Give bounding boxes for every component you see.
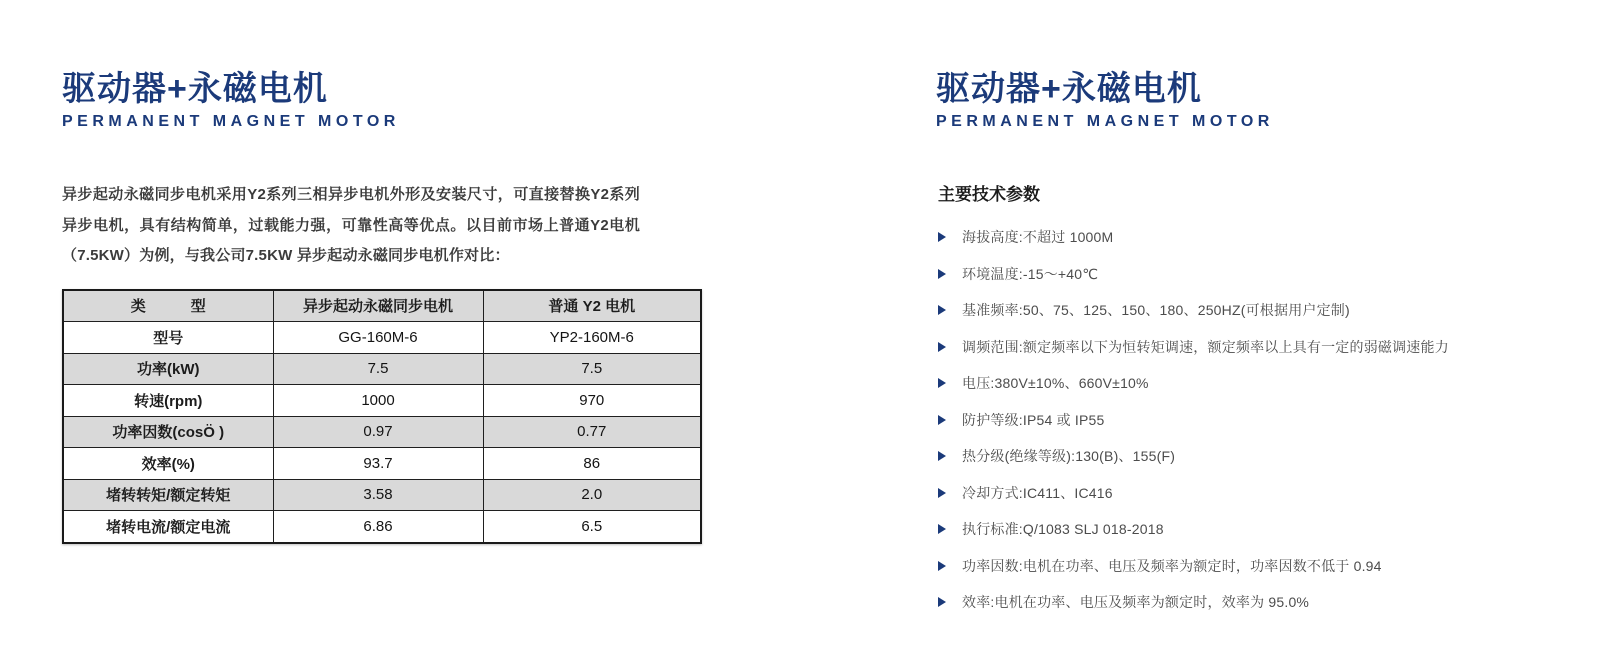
page-subtitle-left: PERMANENT MAGNET MOTOR <box>62 113 400 130</box>
pmsm-value: 93.7 <box>273 448 483 480</box>
pmsm-value: GG-160M-6 <box>273 322 483 354</box>
spec-item <box>938 265 1576 284</box>
pmsm-value: 3.58 <box>273 479 483 511</box>
pmsm-value: 0.97 <box>273 416 483 448</box>
row-label: 型号 <box>63 322 273 354</box>
triangle-bullet-icon <box>938 342 946 352</box>
row-label: 堵转转矩/额定转矩 <box>63 479 273 511</box>
spec-text: 执行标准:Q/1083 SLJ 018-2018 <box>962 521 1164 537</box>
table-row <box>63 385 701 417</box>
section-heading: 主要技术参数 <box>938 185 1040 204</box>
triangle-bullet-icon <box>938 415 946 425</box>
spec-text: 基准频率:50、75、125、150、180、250HZ(可根据用户定制) <box>962 302 1350 318</box>
spec-item <box>938 228 1576 247</box>
triangle-bullet-icon <box>938 524 946 534</box>
spec-item <box>938 374 1576 393</box>
triangle-bullet-icon <box>938 378 946 388</box>
triangle-bullet-icon <box>938 597 946 607</box>
triangle-bullet-icon <box>938 269 946 279</box>
page-title-left: 驱动器+永磁电机 <box>62 70 328 108</box>
triangle-bullet-icon <box>938 305 946 315</box>
spec-item <box>938 411 1576 430</box>
table-row <box>63 322 701 354</box>
pmsm-value: 6.86 <box>273 511 483 543</box>
y2-value: 0.77 <box>483 416 701 448</box>
y2-value: YP2-160M-6 <box>483 322 701 354</box>
spec-text: 效率:电机在功率、电压及频率为额定时，效率为 95.0% <box>962 594 1310 610</box>
y2-value: 7.5 <box>483 353 701 385</box>
pmsm-value: 1000 <box>273 385 483 417</box>
right-page <box>936 70 1576 630</box>
triangle-bullet-icon <box>938 488 946 498</box>
table-header-type: 类 型 <box>63 290 273 322</box>
spec-text: 冷却方式:IC411、IC416 <box>962 484 1113 501</box>
spec-item <box>938 557 1576 576</box>
pmsm-value: 7.5 <box>273 353 483 385</box>
spec-item <box>938 447 1576 466</box>
triangle-bullet-icon <box>938 451 946 461</box>
spec-text: 调频范围:额定频率以下为恒转矩调速，额定频率以上具有一定的弱磁调速能力 <box>962 338 1449 355</box>
table-row <box>63 479 701 511</box>
row-label: 功率(kW) <box>63 353 273 385</box>
table-row <box>63 416 701 448</box>
table-row <box>63 511 701 543</box>
page-subtitle-right: PERMANENT MAGNET MOTOR <box>936 113 1274 130</box>
table-row <box>63 353 701 385</box>
table-header-y2: 普通 Y2 电机 <box>483 290 701 322</box>
y2-value: 970 <box>483 385 701 417</box>
page-title-right: 驱动器+永磁电机 <box>936 70 1202 108</box>
table-row <box>63 448 701 480</box>
comparison-table <box>62 289 702 544</box>
row-label: 功率因数(cosÖ ) <box>63 416 273 448</box>
spec-text: 防护等级:IP54 或 IP55 <box>962 411 1105 428</box>
y2-value: 2.0 <box>483 479 701 511</box>
spec-item <box>938 338 1576 357</box>
y2-value: 86 <box>483 448 701 480</box>
row-label: 效率(%) <box>63 448 273 480</box>
table-header-pmsm: 异步起动永磁同步电机 <box>273 290 483 322</box>
spec-item <box>938 301 1576 320</box>
spec-text: 海拔高度:不超过 1000M <box>962 229 1114 245</box>
y2-value: 6.5 <box>483 511 701 543</box>
spec-text: 环境温度:-15～+40℃ <box>962 265 1099 282</box>
row-label: 堵转电流/额定电流 <box>63 511 273 543</box>
row-label: 转速(rpm) <box>63 385 273 417</box>
spec-list <box>936 228 1576 612</box>
spec-text: 热分级(绝缘等级):130(B)、155(F) <box>962 448 1176 464</box>
intro-paragraph: 异步起动永磁同步电机采用Y2系列三相异步电机外形及安装尺寸，可直接替换Y2系列异步电机，具有结构简单，过载能力强，可靠性高等优点。以目前市场上普通Y2电机（7.5KW）为例，与我公司7.5KW 异步起动永磁同步电机作对比： <box>62 186 640 264</box>
spec-item <box>938 484 1576 503</box>
table-header-row <box>63 290 701 322</box>
spec-item <box>938 520 1576 539</box>
triangle-bullet-icon <box>938 561 946 571</box>
triangle-bullet-icon <box>938 232 946 242</box>
spec-text: 功率因数:电机在功率、电压及频率为额定时，功率因数不低于 0.94 <box>962 557 1382 574</box>
spec-text: 电压:380V±10%、660V±10% <box>962 375 1149 391</box>
spec-item <box>938 593 1576 612</box>
left-page <box>62 70 707 544</box>
